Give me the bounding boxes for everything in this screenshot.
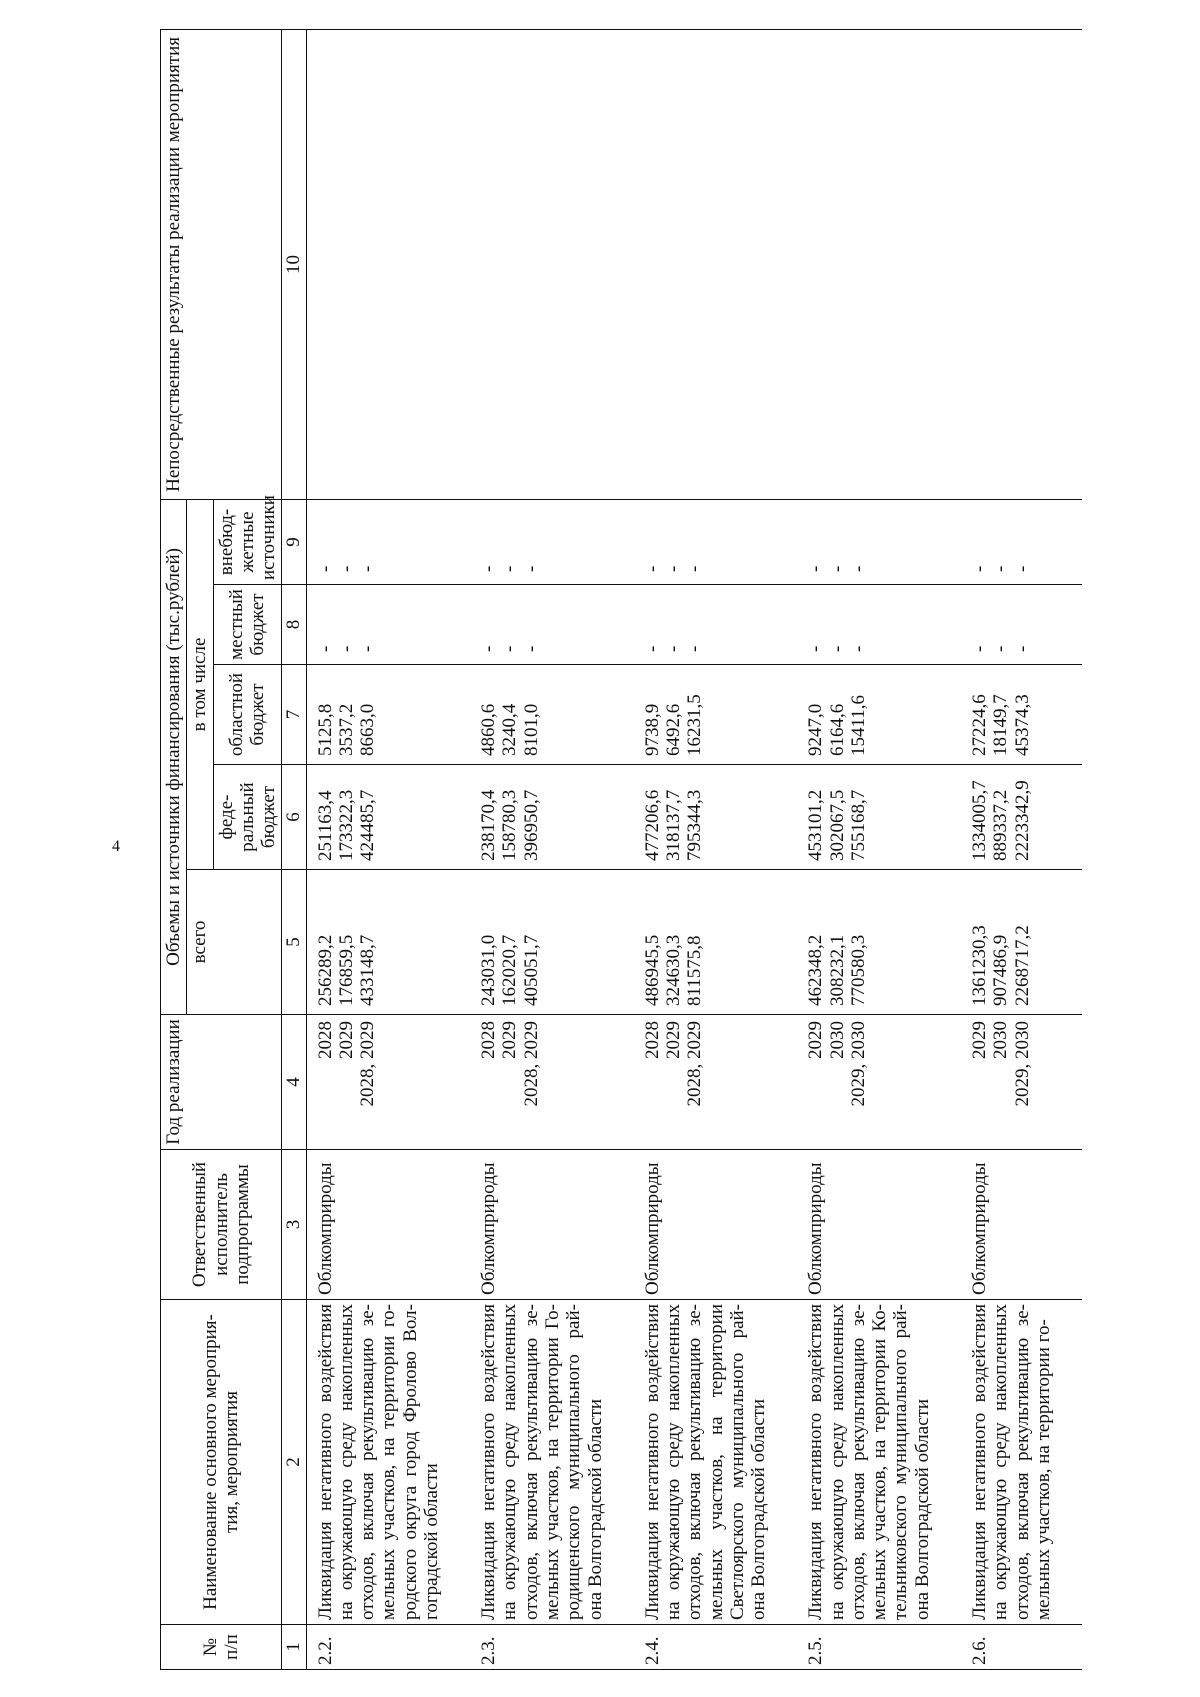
regional-value: 6164,6: [826, 703, 848, 756]
regional-value: 8663,0: [357, 703, 379, 756]
total-value: 405051,7: [520, 934, 542, 1006]
local-value: -: [478, 645, 500, 652]
federal-value: 1334005,7: [968, 780, 990, 861]
extra-value: -: [663, 565, 685, 572]
total-value: 162020,7: [499, 934, 521, 1006]
federal-value: 396950,7: [520, 789, 542, 861]
total-value: 324630,3: [663, 934, 685, 1006]
header-including: в том числе: [187, 499, 213, 869]
federal-value: 453101,2: [805, 789, 827, 861]
implementation-years: [634, 1015, 798, 1150]
total-value: 256289,2: [314, 934, 336, 1006]
year-value: 2028: [314, 1021, 336, 1059]
header-total: всего: [187, 870, 282, 1015]
regional-budget: [470, 665, 634, 765]
year-value: 2029: [499, 1021, 521, 1059]
table-row: [797, 29, 961, 1669]
local-value: -: [968, 645, 990, 652]
extrabudget-sources: [797, 499, 961, 584]
federal-value: 302067,5: [826, 789, 848, 861]
regional-budget: [634, 665, 798, 765]
activity-results: [306, 29, 470, 499]
extra-value: -: [684, 565, 706, 572]
header-year: Год реализации: [161, 1015, 282, 1150]
responsible-executor: Облкомприроды: [961, 1150, 1082, 1300]
local-value: -: [335, 645, 357, 652]
row-number: 2.5.: [797, 1625, 961, 1670]
year-value: 2029: [805, 1021, 827, 1059]
total-value: 486945,5: [641, 934, 663, 1006]
federal-value: 158780,3: [499, 789, 521, 861]
year-value: 2029, 2030: [1011, 1021, 1033, 1107]
regional-value: 27224,6: [968, 694, 990, 756]
extra-value: -: [499, 565, 521, 572]
federal-value: 477206,6: [641, 789, 663, 861]
total-value: 2268717,2: [1011, 925, 1033, 1006]
activity-results: [634, 29, 798, 499]
regional-value: 9247,0: [805, 703, 827, 756]
funding-table: [160, 29, 1082, 1670]
local-value: -: [663, 645, 685, 652]
year-value: 2030: [826, 1021, 848, 1059]
extra-value: -: [314, 565, 336, 572]
local-value: -: [641, 645, 663, 652]
header-local: местный бюджет: [213, 585, 282, 665]
extra-value: -: [641, 565, 663, 572]
regional-value: 15411,6: [847, 694, 869, 756]
year-value: 2028, 2029: [357, 1021, 379, 1107]
year-value: 2029: [663, 1021, 685, 1059]
column-index: 8: [282, 585, 306, 665]
total-value: 176859,5: [335, 934, 357, 1006]
year-value: 2028: [478, 1021, 500, 1059]
table-row: [634, 29, 798, 1669]
responsible-executor: Облкомприроды: [470, 1150, 634, 1300]
local-budget: [797, 585, 961, 665]
responsible-executor: Облкомприроды: [797, 1150, 961, 1300]
header-responsible: Ответственный исполнитель подпрограммы: [161, 1150, 282, 1300]
extra-value: -: [335, 565, 357, 572]
activity-results: [797, 29, 961, 499]
total-value: 243031,0: [478, 934, 500, 1006]
year-value: 2029: [968, 1021, 990, 1059]
year-value: 2029, 2030: [847, 1021, 869, 1107]
local-value: -: [1011, 645, 1033, 652]
year-value: 2029: [335, 1021, 357, 1059]
local-budget: [634, 585, 798, 665]
regional-value: 16231,5: [684, 694, 706, 756]
extra-value: -: [520, 565, 542, 572]
rotated-page-content: [160, 30, 1180, 1670]
local-value: -: [990, 645, 1012, 652]
table-row: [470, 29, 634, 1669]
regional-value: 3240,4: [499, 703, 521, 756]
extra-value: -: [847, 565, 869, 572]
header-regional: областной бюджет: [213, 665, 282, 765]
federal-value: 2223342,9: [1011, 780, 1033, 861]
federal-budget: [306, 765, 470, 870]
extrabudget-sources: [470, 499, 634, 584]
regional-value: 9738,9: [641, 703, 663, 756]
federal-value: 424485,7: [357, 789, 379, 861]
header-num: № п/п: [161, 1625, 282, 1670]
local-value: -: [520, 645, 542, 652]
table-row: [306, 29, 470, 1669]
total-value: 1361230,3: [968, 925, 990, 1006]
table-row: [961, 29, 1082, 1669]
activity-name: Ликвидация негативного воздействия на окружающую среду накопленных отходов, включая рекультивацию зе-мельных участков, на территории го-: [961, 1300, 1082, 1625]
federal-budget: [961, 765, 1082, 870]
activity-name: Ликвидация негативного воздействия на окружающую среду накопленных отходов, включая рекультивацию зе-мельных участков, на территории Ко-тельниковского муниципального рай-она Волгоградской области: [797, 1300, 961, 1625]
implementation-years: [961, 1015, 1082, 1150]
activity-results: [961, 29, 1082, 499]
extra-value: -: [478, 565, 500, 572]
year-value: 2028, 2029: [520, 1021, 542, 1107]
column-index: 9: [282, 499, 306, 584]
total-value: 770580,3: [847, 934, 869, 1006]
extra-value: -: [826, 565, 848, 572]
federal-value: 755168,7: [847, 789, 869, 861]
year-value: 2028: [641, 1021, 663, 1059]
local-budget: [306, 585, 470, 665]
federal-value: 238170,4: [478, 789, 500, 861]
local-value: -: [499, 645, 521, 652]
column-index: 10: [282, 29, 306, 499]
local-value: -: [357, 645, 379, 652]
federal-budget: [797, 765, 961, 870]
regional-budget: [961, 665, 1082, 765]
regional-value: 3537,2: [335, 703, 357, 756]
extra-value: -: [968, 565, 990, 572]
local-value: -: [314, 645, 336, 652]
year-value: 2030: [990, 1021, 1012, 1059]
local-budget: [961, 585, 1082, 665]
extra-value: -: [805, 565, 827, 572]
activity-name: Ликвидация негативного воздействия на окружающую среду накопленных отходов, включая рекультивацию зе-мельных участков, на территории Светлоярского муниципального рай-она Волгоградской области: [634, 1300, 798, 1625]
total-value: 308232,1: [826, 934, 848, 1006]
extrabudget-sources: [961, 499, 1082, 584]
extrabudget-sources: [634, 499, 798, 584]
local-value: -: [684, 645, 706, 652]
federal-value: 889337,2: [990, 789, 1012, 861]
regional-value: 8101,0: [520, 703, 542, 756]
row-number: 2.6.: [961, 1625, 1082, 1670]
implementation-years: [306, 1015, 470, 1150]
extra-value: -: [1011, 565, 1033, 572]
total-value: 462348,2: [805, 934, 827, 1006]
implementation-years: [470, 1015, 634, 1150]
responsible-executor: Облкомприроды: [634, 1150, 798, 1300]
activity-name: Ликвидация негативного воздействия на окружающую среду накопленных отходов, включая рекультивацию зе-мельных участков, на территории Го-родищенского муниципального рай-она Волгоградской области: [470, 1300, 634, 1625]
column-index: 3: [282, 1150, 306, 1300]
extrabudget-sources: [306, 499, 470, 584]
total-value: 907486,9: [990, 934, 1012, 1006]
header-funding: Объемы и источники финансирования (тыс.рублей): [161, 499, 187, 1014]
total-value: 433148,7: [357, 934, 379, 1006]
activity-results: [470, 29, 634, 499]
activity-name: Ликвидация негативного воздействия на окружающую среду накопленных отходов, включая рекультивацию зе-мельных участков, на территории го-родского округа город Фролово Вол-гоградской области: [306, 1300, 470, 1625]
federal-budget: [634, 765, 798, 870]
federal-value: 251163,4: [314, 790, 336, 861]
federal-value: 318137,7: [663, 789, 685, 861]
row-number: 2.2.: [306, 1625, 470, 1670]
regional-value: 18149,7: [990, 694, 1012, 756]
local-value: -: [826, 645, 848, 652]
total-funding: [470, 870, 634, 1015]
regional-value: 6492,6: [663, 703, 685, 756]
extra-value: -: [357, 565, 379, 572]
extra-value: -: [990, 565, 1012, 572]
header-extrabudget: внебюд-жетные источники: [213, 499, 282, 584]
total-funding: [961, 870, 1082, 1015]
header-results: Непосредственные результаты реализации мероприятия: [161, 29, 282, 499]
page-number: 4: [112, 838, 120, 855]
regional-value: 5125,8: [314, 703, 336, 756]
regional-value: 45374,3: [1011, 694, 1033, 756]
total-funding: [797, 870, 961, 1015]
column-index: 4: [282, 1015, 306, 1150]
local-value: -: [847, 645, 869, 652]
regional-budget: [797, 665, 961, 765]
column-index: 7: [282, 665, 306, 765]
column-index: 1: [282, 1625, 306, 1670]
federal-value: 173322,3: [335, 789, 357, 861]
local-budget: [470, 585, 634, 665]
regional-value: 4860,6: [478, 703, 500, 756]
row-number: 2.4.: [634, 1625, 798, 1670]
federal-budget: [470, 765, 634, 870]
implementation-years: [797, 1015, 961, 1150]
header-federal: феде-ральный бюджет: [213, 765, 282, 870]
federal-value: 795344,3: [684, 789, 706, 861]
column-index: 6: [282, 765, 306, 870]
column-index: 5: [282, 870, 306, 1015]
responsible-executor: Облкомприроды: [306, 1150, 470, 1300]
total-value: 811575,8: [684, 935, 706, 1006]
row-number: 2.3.: [470, 1625, 634, 1670]
year-value: 2028, 2029: [684, 1021, 706, 1107]
regional-budget: [306, 665, 470, 765]
total-funding: [634, 870, 798, 1015]
header-name: Наименование основного мероприя-тия, мероприятия: [161, 1300, 282, 1625]
local-value: -: [805, 645, 827, 652]
column-index-row: [282, 29, 306, 1669]
total-funding: [306, 870, 470, 1015]
column-index: 2: [282, 1300, 306, 1625]
